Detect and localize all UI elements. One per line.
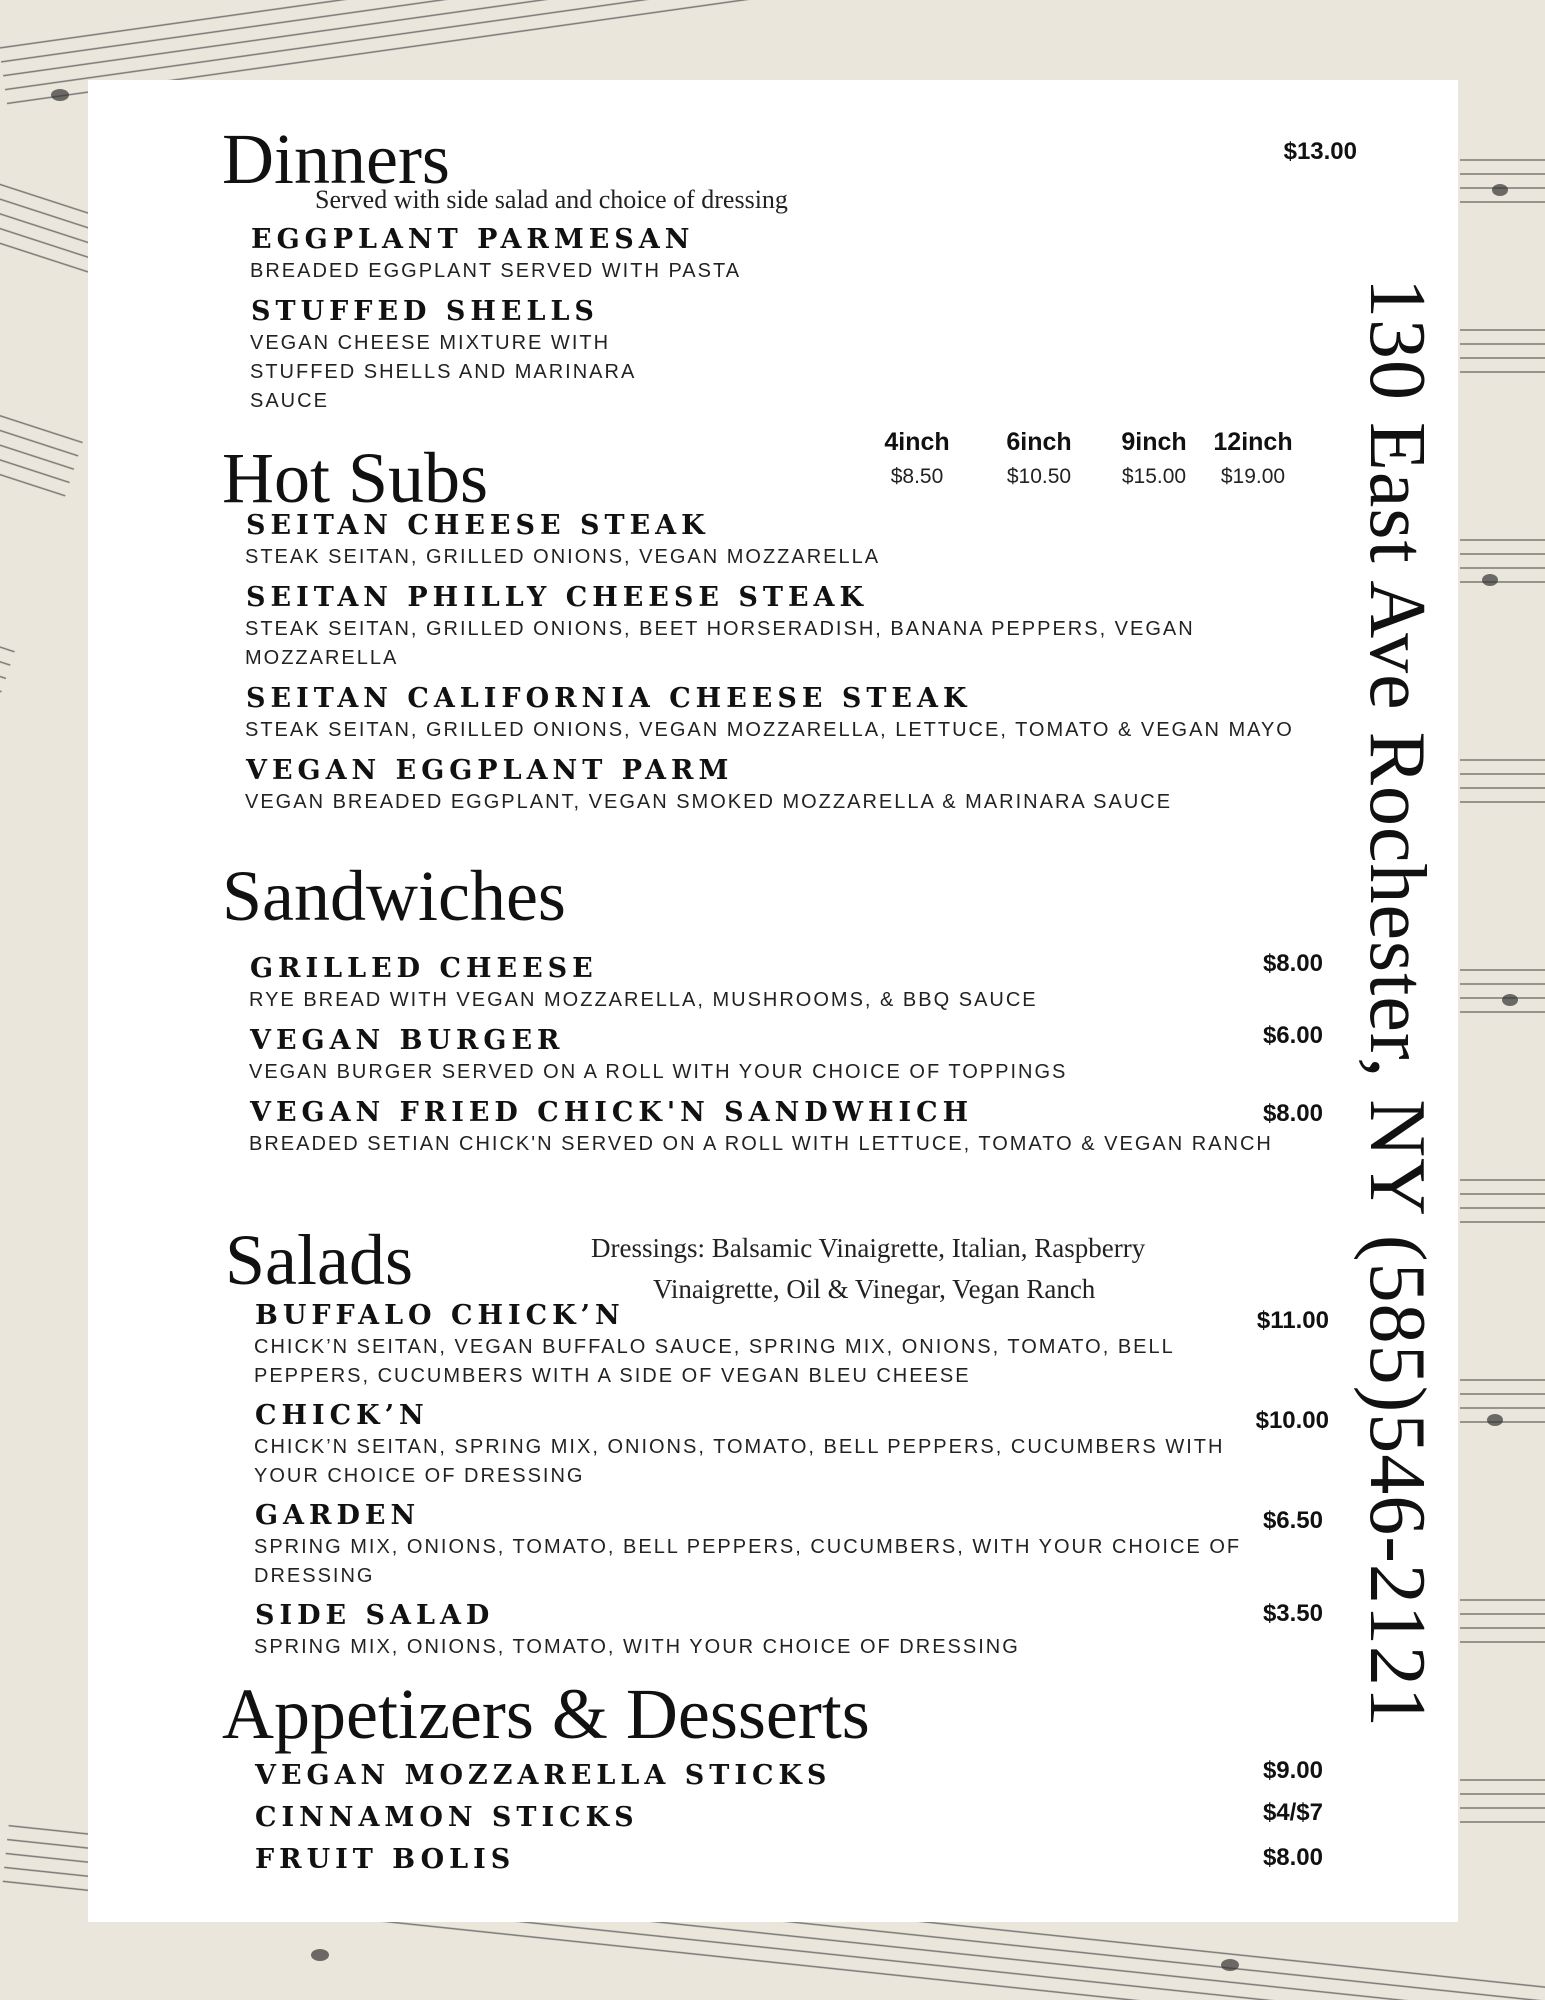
salads-title: Salads — [225, 1220, 413, 1300]
dinners-price: $13.00 — [1283, 138, 1357, 165]
menu-item-desc: VEGAN CHEESE MIXTURE WITH STUFFED SHELLS AND MARINARA SAUCE — [250, 332, 636, 412]
menu-item-name: SEITAN CHEESE STEAK — [246, 510, 710, 541]
menu-item-price: $8.00 — [1262, 1100, 1323, 1127]
menu-item-name: EGGPLANT PARMESAN — [251, 224, 695, 255]
menu-item-name: SEITAN PHILLY CHEESE STEAK — [246, 582, 868, 613]
menu-item-price: $9.00 — [1262, 1757, 1323, 1784]
size-label: 9inch — [1121, 428, 1187, 456]
size-label: 12inch — [1213, 428, 1293, 456]
dressings-note: Dressings: Balsamic Vinaigrette, Italian, Raspberry — [591, 1233, 1146, 1263]
menu-item-name: FRUIT BOLIS — [255, 1844, 516, 1875]
size-label: 4inch — [884, 428, 950, 456]
dinners-note: Served with side salad and choice of dressing — [315, 185, 788, 214]
menu-item-desc: BREADED EGGPLANT SERVED WITH PASTA — [250, 260, 742, 282]
sandwiches-title: Sandwiches — [222, 856, 566, 936]
size-price: $10.50 — [1006, 465, 1072, 488]
menu-item-desc: CHICK’N SEITAN, VEGAN BUFFALO SAUCE, SPRING MIX, ONIONS, TOMATO, BELL PEPPERS, CUCUMBERS WITH A SIDE OF VEGAN BLEU CHEESE — [254, 1336, 1175, 1387]
menu-item-name: GRILLED CHEESE — [250, 953, 598, 984]
menu-item-name: STUFFED SHELLS — [251, 296, 599, 327]
size-price: $19.00 — [1220, 465, 1286, 488]
menu-item-price: $6.00 — [1262, 1022, 1323, 1049]
dressings-note: Vinaigrette, Oil & Vinegar, Vegan Ranch — [653, 1274, 1096, 1304]
menu-item-desc: CHICK’N SEITAN, SPRING MIX, ONIONS, TOMATO, BELL PEPPERS, CUCUMBERS WITH YOUR CHOICE OF DRESSING — [254, 1436, 1225, 1487]
address-phone: 130 East Ave Rochester, NY (585)546-2121 — [1353, 278, 1441, 1728]
size-price: $15.00 — [1121, 465, 1187, 488]
menu-item-name: CHICK’N — [255, 1400, 429, 1431]
size-label: 6inch — [1006, 428, 1072, 456]
menu-item-desc: STEAK SEITAN, GRILLED ONIONS, VEGAN MOZZARELLA, LETTUCE, TOMATO & VEGAN MAYO — [245, 719, 1294, 741]
menu-card — [88, 80, 1458, 1922]
menu-item-desc: SPRING MIX, ONIONS, TOMATO, WITH YOUR CHOICE OF DRESSING — [254, 1636, 1020, 1658]
menu-item-price: $6.50 — [1262, 1507, 1323, 1534]
dinners-title: Dinners — [222, 119, 450, 199]
menu-item-name: VEGAN BURGER — [250, 1025, 565, 1056]
menu-item-name: VEGAN FRIED CHICK'N SANDWHICH — [250, 1097, 974, 1128]
menu-item-price: $10.00 — [1255, 1407, 1329, 1434]
menu-item-desc: VEGAN BURGER SERVED ON A ROLL WITH YOUR CHOICE OF TOPPINGS — [249, 1061, 1068, 1083]
menu-item-desc: BREADED SETIAN CHICK'N SERVED ON A ROLL WITH LETTUCE, TOMATO & VEGAN RANCH — [249, 1133, 1273, 1155]
appetizers-title: Appetizers & Desserts — [222, 1674, 870, 1754]
menu-item-price: $3.50 — [1262, 1600, 1323, 1627]
menu-item-desc: RYE BREAD WITH VEGAN MOZZARELLA, MUSHROOMS, & BBQ SAUCE — [249, 989, 1038, 1011]
menu-item-name: SIDE SALAD — [255, 1600, 495, 1631]
menu-item-price: $11.00 — [1256, 1307, 1329, 1334]
menu-item-name: GARDEN — [255, 1500, 421, 1531]
size-price: $8.50 — [890, 465, 944, 488]
menu-item-name: BUFFALO CHICK’N — [255, 1300, 625, 1331]
menu-item-desc: SPRING MIX, ONIONS, TOMATO, BELL PEPPERS, CUCUMBERS, WITH YOUR CHOICE OF DRESSING — [254, 1536, 1242, 1587]
menu-item-desc: VEGAN BREADED EGGPLANT, VEGAN SMOKED MOZZARELLA & MARINARA SAUCE — [245, 791, 1173, 813]
menu-item-price: $8.00 — [1262, 1844, 1323, 1871]
menu-item-desc: STEAK SEITAN, GRILLED ONIONS, VEGAN MOZZARELLA — [245, 546, 881, 568]
menu-item-name: CINNAMON STICKS — [255, 1802, 639, 1833]
hot-subs-title: Hot Subs — [222, 438, 489, 518]
menu-item-name: VEGAN EGGPLANT PARM — [246, 755, 734, 786]
menu-item-name: SEITAN CALIFORNIA CHEESE STEAK — [246, 683, 972, 714]
menu-item-desc: STEAK SEITAN, GRILLED ONIONS, BEET HORSERADISH, BANANA PEPPERS, VEGAN MOZZARELLA — [245, 618, 1195, 669]
menu-item-name: VEGAN MOZZARELLA STICKS — [255, 1760, 832, 1791]
menu-item-price: $8.00 — [1262, 950, 1323, 977]
menu-item-price: $4/$7 — [1262, 1799, 1323, 1826]
